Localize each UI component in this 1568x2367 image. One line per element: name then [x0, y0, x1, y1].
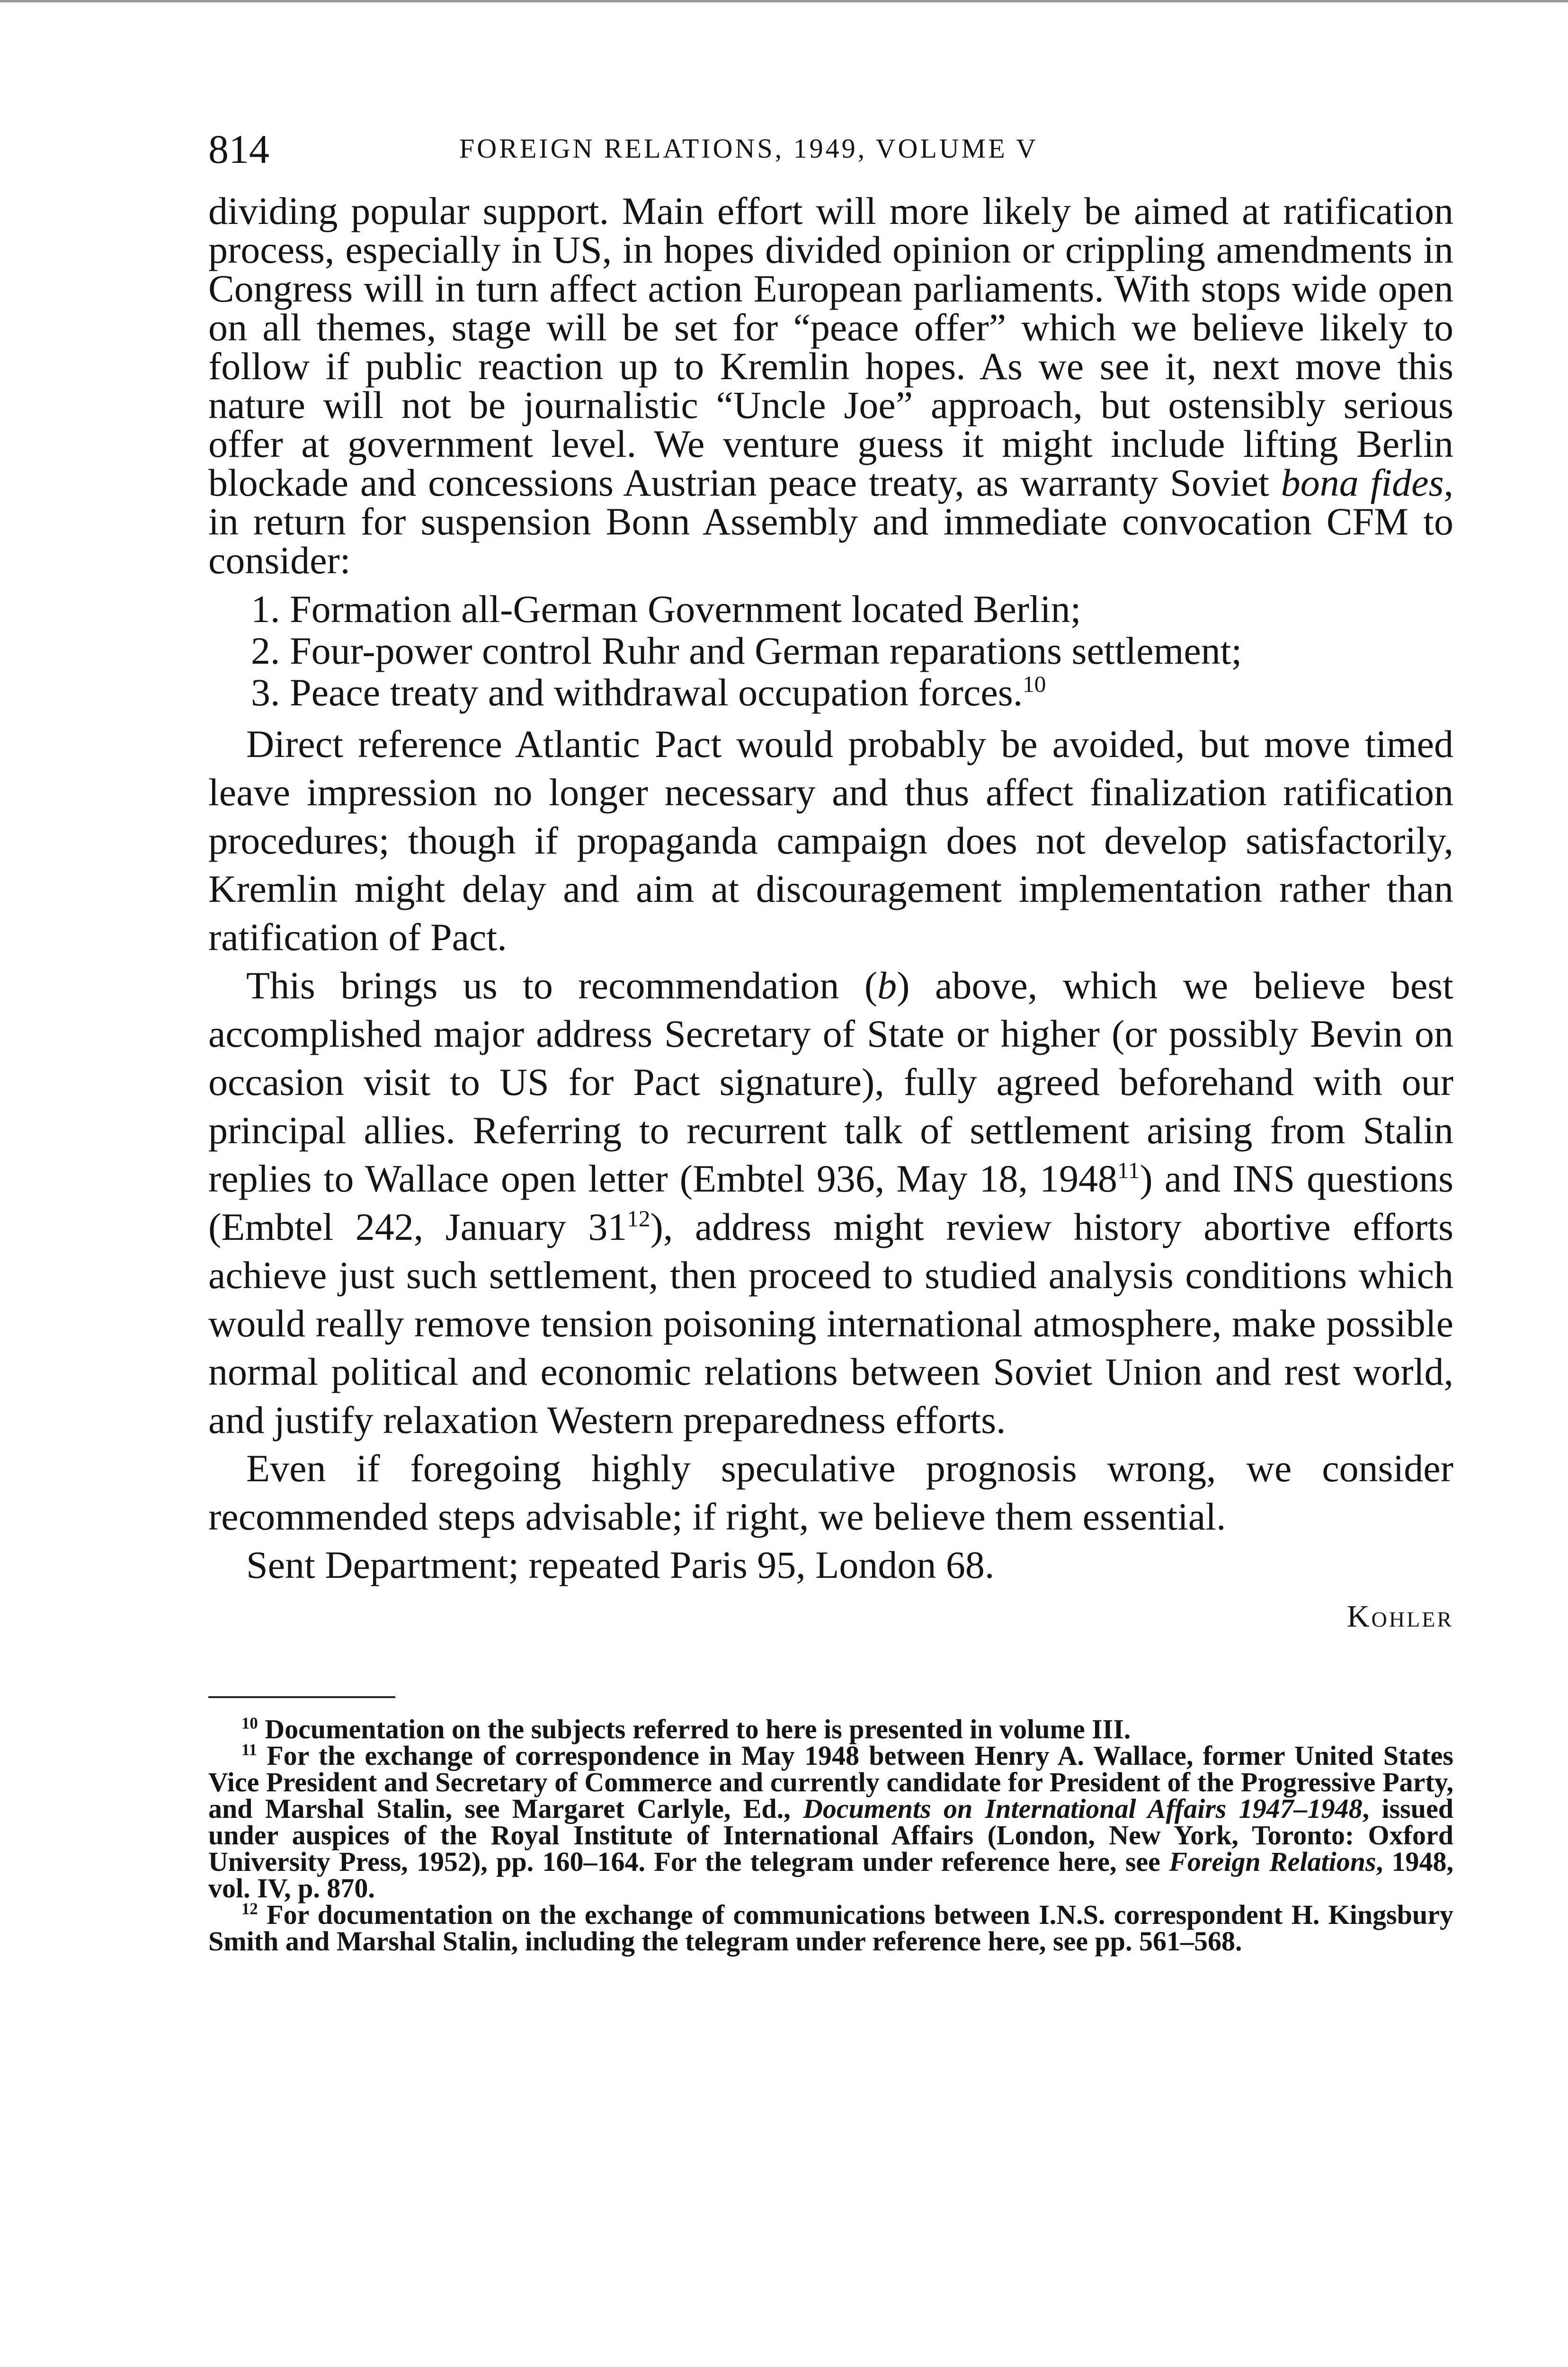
footnote-10 — [208, 1716, 1453, 1743]
list-item-text: 3. Peace treaty and withdrawal occupation forces. — [251, 671, 1023, 714]
footnote-italic-title: Documents on International Affairs 1947–1948 — [803, 1793, 1363, 1824]
footnote-text-b: , issued under auspices of the Royal Institute of International Affairs (London, New York, Toronto: Oxford University Press, 1952), pp. 160–164. For the telegram under reference here, see — [208, 1793, 1453, 1877]
running-title: FOREIGN RELATIONS, 1949, VOLUME V — [459, 133, 1038, 164]
paragraph-1-text-a: dividing popular support. Main effort will more likely be aimed at ratification process, especially in US, in hopes divided opinion or crippling amendments in Congress will in turn affect action European parliaments. With stops wide open on all themes, stage will be set for “peace offer” which we believe likely to follow if public reaction up to Kremlin hopes. As we see it, next move this nature will not be journalistic “Uncle Joe” approach, but ostensibly serious offer at government level. We venture guess it might include lifting Berlin blockade and concessions Austrian peace treaty, as warranty Soviet — [208, 189, 1453, 504]
paragraph-1 — [208, 189, 1453, 582]
footnote-12 — [208, 1899, 1453, 1957]
footnote-text: Documentation on the subjects referred to here is presented in volume III. — [258, 1714, 1131, 1744]
footnote-ref: 10 — [1023, 671, 1046, 697]
top-edge-rule — [0, 0, 1568, 2]
footnote-divider — [208, 1696, 395, 1698]
signature: Kohler — [1347, 1599, 1453, 1634]
footnote-11 — [208, 1740, 1453, 1904]
list-item: 1. Formation all-German Government located Berlin; — [251, 587, 1081, 631]
paragraph-3 — [208, 961, 1453, 1444]
paragraph-1-italic: bona fides — [1281, 461, 1444, 504]
paragraph-3-italic: b — [877, 964, 897, 1007]
paragraph-3-text-a: This brings us to recommendation ( — [246, 964, 878, 1007]
paragraph-3-text-b: ) above, which we believe best accomplished major address Secretary of State or higher (or possibly Bevin on occasion visit to US for Pact signature), fully agreed beforehand with our principal allies. Referring to recurrent talk of settlement arising from Stalin replies to Wallace open letter (Embtel 936, May 18, 1948 — [208, 964, 1453, 1200]
footnote-text-a: For the exchange of correspondence in May 1948 between Henry A. Wallace, former United States Vice President and Secretary of Commerce and currently candidate for President of the Progressive Party, and Marshal Stalin, see Margaret Carlyle, Ed., — [208, 1740, 1453, 1824]
paragraph-5: Sent Department; repeated Paris 95, London 68. — [246, 1543, 995, 1586]
page-header — [208, 121, 1453, 192]
footnote-italic-title: Foreign Relations — [1169, 1846, 1376, 1877]
footnote-ref: 11 — [1117, 1157, 1140, 1184]
footnote-text: For documentation on the exchange of communications between I.N.S. correspondent H. Kingsbury Smith and Marshal Stalin, including the telegram under reference here, see pp. 561–568. — [208, 1899, 1453, 1957]
footnote-number: 11 — [241, 1740, 257, 1759]
paragraph-3-text-c: ) and INS questions (Embtel 242, January 31 — [208, 1157, 1453, 1248]
list-item: 2. Four-power control Ruhr and German reparations settlement; — [251, 629, 1242, 672]
list-item — [208, 672, 1453, 713]
footnote-text-c: , 1948, vol. IV, p. 870. — [208, 1846, 1453, 1904]
paragraph-3-text-d: ), address might review history abortive efforts achieve just such settlement, then proceed to studied analysis conditions which would really remove tension poisoning international atmosphere, make possible normal political and economic relations between Soviet Union and rest world, and justify relaxation Western preparedness efforts. — [208, 1205, 1453, 1442]
footnote-number: 12 — [241, 1899, 258, 1918]
footnote-ref: 12 — [627, 1205, 650, 1232]
footnote-number: 10 — [241, 1714, 258, 1733]
numbered-list — [208, 588, 1453, 713]
paragraph-4: Even if foregoing highly speculative prognosis wrong, we consider recommended steps advisable; if right, we believe them essential. — [208, 1447, 1453, 1538]
page-number: 814 — [208, 126, 269, 172]
paragraph-2: Direct reference Atlantic Pact would probably be avoided, but move timed leave impression no longer necessary and thus affect finalization ratification procedures; though if propaganda campaign does not develop satisfactorily, Kremlin might delay and aim at discouragement implementation rather than ratification of Pact. — [208, 722, 1453, 959]
paragraph-1-text-b: , in return for suspension Bonn Assembly and immediate convocation CFM to consider: — [208, 461, 1453, 582]
page — [208, 121, 1453, 1955]
